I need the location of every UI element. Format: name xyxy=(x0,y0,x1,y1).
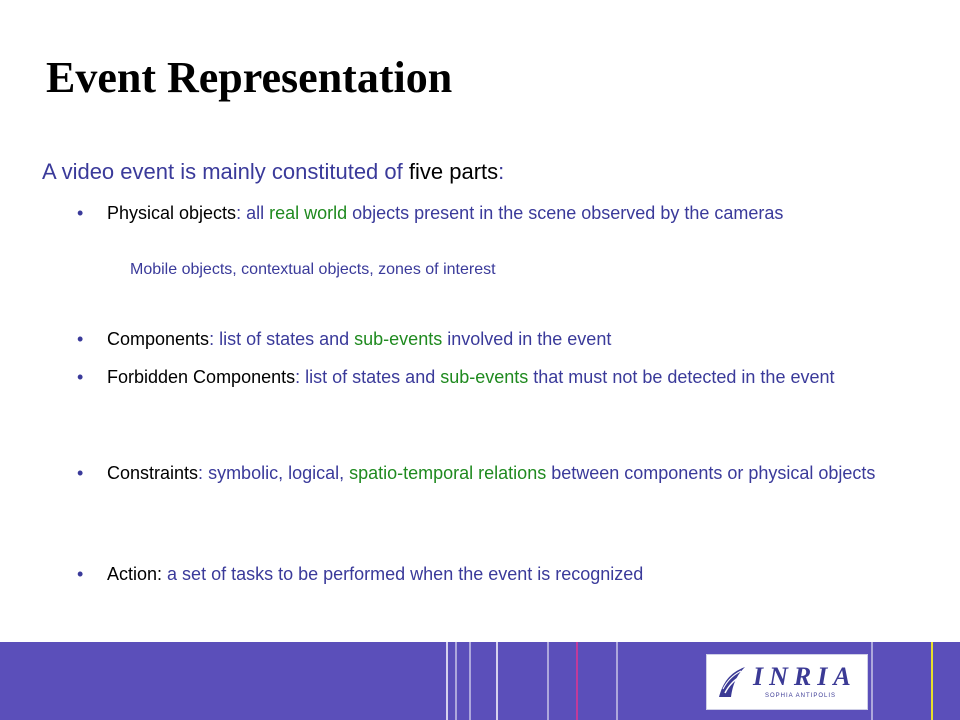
bullet-text xyxy=(107,462,917,484)
bullet-action xyxy=(77,563,917,585)
bullet-desc-end: that must not be detected in the event xyxy=(528,367,835,387)
bullet-label: Components xyxy=(107,329,210,349)
bullet-components xyxy=(77,328,917,350)
bullet-constraints xyxy=(77,462,917,484)
bullet-desc-end: between components or physical objects xyxy=(546,463,876,483)
intro-colon: : xyxy=(498,159,505,184)
bullet-separator: : xyxy=(198,463,209,483)
bullet-desc: list of states and xyxy=(305,367,441,387)
intro-text: A video event is mainly constituted of xyxy=(42,159,409,184)
bullet-text xyxy=(107,202,917,224)
bullet-label: Forbidden Components xyxy=(107,367,296,387)
bullet-marker: • xyxy=(77,329,84,349)
bullet-text xyxy=(107,366,917,388)
bullet-marker: • xyxy=(77,203,84,223)
bullet-highlight: spatio-temporal relations xyxy=(349,463,547,483)
bullet-desc: list of states and xyxy=(219,329,355,349)
bullet-separator: : xyxy=(295,367,306,387)
logo-text: INRIA xyxy=(753,662,857,691)
bullet-separator: : xyxy=(236,203,247,223)
bullet-label: Physical objects xyxy=(107,203,237,223)
bullet-separator: : xyxy=(157,564,168,584)
slide-title: Event Representation xyxy=(46,53,453,102)
bullet-highlight: real world xyxy=(269,203,348,223)
bullet-desc-end: involved in the event xyxy=(442,329,612,349)
bullet-label: Constraints xyxy=(107,463,199,483)
bullet-marker: • xyxy=(77,367,84,387)
bullet-label: Action xyxy=(107,564,158,584)
bullet-physical-objects xyxy=(77,202,917,224)
bullet-highlight: sub-events xyxy=(354,329,443,349)
bullet-highlight: sub-events xyxy=(440,367,529,387)
bullet-desc-end: objects present in the scene observed by the cameras xyxy=(347,203,784,223)
bullet-desc: all xyxy=(246,203,270,223)
bullet-text xyxy=(107,328,917,350)
intro-line xyxy=(42,159,504,185)
bullet-marker: • xyxy=(77,564,84,584)
inria-logo xyxy=(706,654,868,710)
bullet-marker: • xyxy=(77,463,84,483)
bullet-text xyxy=(107,563,917,585)
logo-subtext: SOPHIA ANTIPOLIS xyxy=(765,693,837,699)
bullet-separator: : xyxy=(209,329,220,349)
inria-logo-icon xyxy=(715,663,751,701)
bullet-desc: symbolic, logical, xyxy=(208,463,350,483)
intro-emphasis: five parts xyxy=(408,159,499,184)
bullet-desc: a set of tasks to be performed when the event is recognized xyxy=(167,564,644,584)
bullet-forbidden-components xyxy=(77,366,917,388)
sub-item: Mobile objects, contextual objects, zones of interest xyxy=(130,261,496,278)
